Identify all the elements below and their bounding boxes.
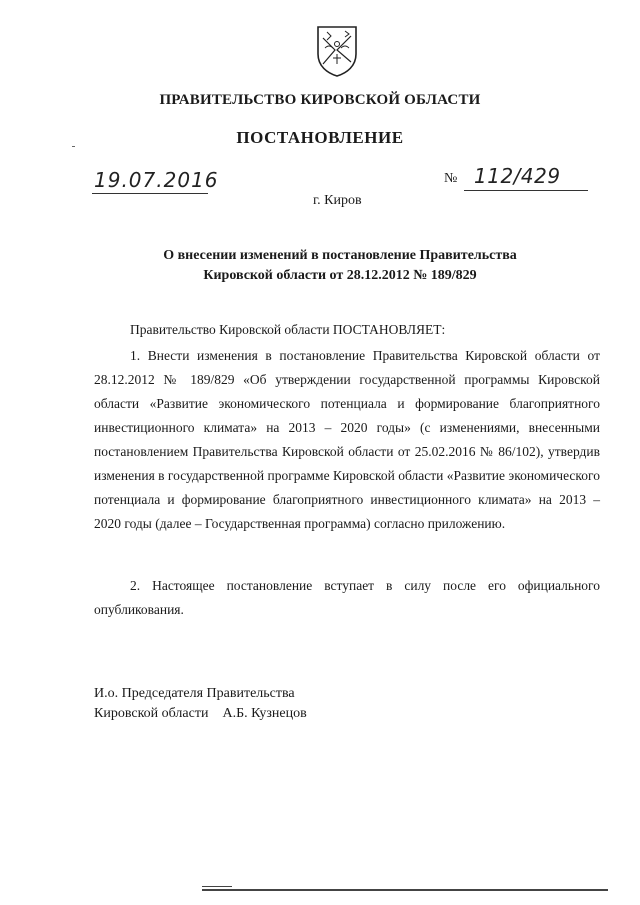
signatory-title-line-2-row	[94, 704, 307, 724]
signatory-name: А.Б. Кузнецов	[222, 706, 307, 721]
paragraph-1: 1. Внести изменения в постановление Правительства Кировской области от 28.12.2012 № 189/829 «Об утверждении государственной программы Кировской области «Развитие экономического потенциала и формирование благоприятного инвестиционного климата» на 2013 – 2020 годы» (с изменениями, внесенными постановлением Правительства Кировской области от 25.02.2016 № 86/102), утвердив изменения в государственной программе Кировской области «Развитие экономического потенциала и формирование благоприятного инвестиционного климата» на 2013 – 2020 годы (далее – Государственная программа) согласно приложению.	[94, 348, 600, 531]
paragraph-2: 2. Настоящее постановление вступает в силу после его официального опубликования.	[94, 578, 600, 617]
signature-block	[94, 684, 307, 724]
preamble: Правительство Кировской области ПОСТАНОВЛЯЕТ:	[130, 322, 446, 337]
city-label: г. Киров	[313, 193, 362, 208]
date-underline	[92, 193, 208, 194]
number-sign: №	[444, 171, 458, 186]
signatory-title-line-1: И.о. Председателя Правительства	[94, 686, 295, 701]
signatory-title-line-2: Кировской области	[94, 706, 209, 721]
coat-of-arms-icon	[315, 24, 359, 78]
document-type-title: ПОСТАНОВЛЕНИЕ	[236, 128, 404, 147]
subject-line-2: Кировской области от 28.12.2012 № 189/829	[203, 268, 477, 283]
footer-rule	[202, 889, 608, 891]
number-underline	[464, 190, 588, 191]
document-date: 19.07.2016	[94, 168, 219, 192]
document-subject	[0, 246, 640, 286]
subject-line-1: О внесении изменений в постановление Правительства	[163, 248, 517, 263]
government-title: ПРАВИТЕЛЬСТВО КИРОВСКОЙ ОБЛАСТИ	[159, 92, 481, 108]
document-number: 112/429	[474, 164, 561, 188]
scan-mark	[72, 146, 75, 147]
footer-rule-short	[202, 886, 232, 887]
